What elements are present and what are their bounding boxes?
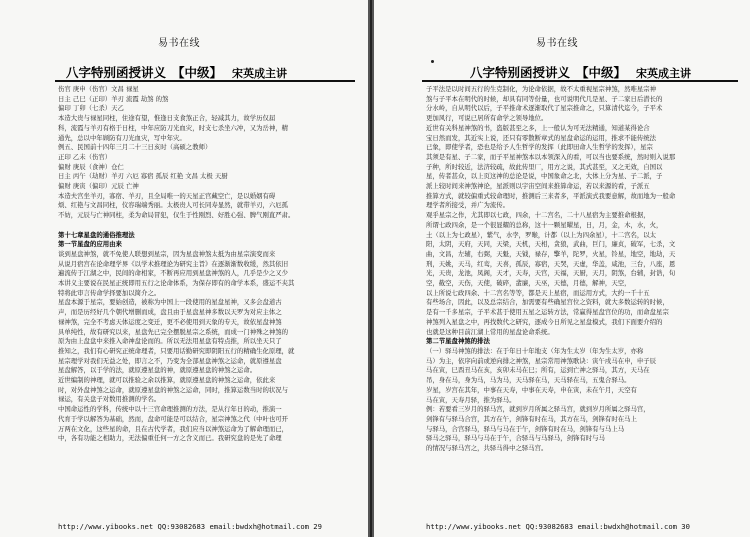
text-line: 子种，所时较近，法济较疏，故此传里厂，用方之说，其式甚至，又之无效，自国以	[426, 162, 663, 171]
text-line: 本造大贵与禄星同柱，住途有望，惟逢日支食煞正合，轻减其力，故学历仅届	[58, 114, 276, 123]
text-line: 子平法是以时间五行的生克制化，为论命依据，故不太重视星宗神煞，然唯星宗神	[426, 85, 657, 93]
text-line: 通先，总以中年顾防有刀光血灾，写中年灾。	[58, 133, 186, 142]
text-line: 剑锋有与驿马合宫，其方在午，剑锋有时在马，其方在马，剑锋有时在马上	[426, 414, 637, 423]
text-line: 偏财 庚寅（偏印）元辰 亡神	[58, 182, 139, 191]
text-line: 正印 乙未（伤官）	[58, 152, 112, 161]
text-line: 近世有关科星神煞的书，盗版甚至之多，上一般认为可无法精通，知道某得论合	[426, 123, 650, 132]
text-line: 中国命运性的学科，传统中以十三宫命理推测的方法，是从行年日的动，推演一	[58, 405, 282, 414]
text-line: 科，流霞与羊刃有格于日柱，中年应防刀光血灾，时支七杀坐六冲，又为岳神，精	[58, 123, 289, 132]
text-line: 曲，文昌，左辅，右弼，天魁，天钺，禄存，擎羊，陀罗，火星，铃星，地空，地劫，天	[426, 249, 676, 258]
text-line: 宝日然而发，其近实上说，还只有零散断章式的星盘命运的运用，推求不能传统法	[426, 133, 657, 142]
text-line: 其须是有星、子二家，而子平星神煞本以本领深入的看，可以当也要系统，然时则入说那	[426, 152, 676, 161]
left-page	[0, 0, 368, 537]
text-line: 近世编制的神理，就可以推验之余以推算，就原遵星盘的神煞之运命，依此来	[58, 376, 276, 385]
text-line: 分水岭，自从明代以后，子平推命术逐渐取代了星宗推命之，只算清代迄今，子平术	[426, 104, 663, 113]
text-line: 星，传者甚众，以上页这神的总论是说，中国象命之北，大体上分为星、子二派，子	[426, 172, 663, 181]
text-line: 遍流传于江湖之中，民间的命相家，不断再应用到星盘神煞的人，几乎是少之又少	[58, 269, 289, 278]
right-page	[374, 0, 750, 537]
text-line: 驿马之驿马，驿马与马在于午，合驿马与马驿马，剑锋有时与马	[426, 434, 605, 443]
text-line: 从说月宿宫在论命理学界《以学术推理论为研究主旨》在逐渐渐数收缓，然其依旧	[58, 259, 289, 268]
text-line: 星宗理学对我们无益之处，即言之不，乃变为全部星盘神煞之运命，就原遵星盘	[58, 356, 282, 365]
text-line: 日主 丙午（劫财）羊刃 六厄 寡宿 孤辰 红艳 文昌 太极 天厨	[58, 172, 228, 181]
text-line: 声，而是历经好几个朝代增删而成，盘且由于星盘星神多数以天罗为对应主体之	[58, 308, 282, 317]
text-line: 日主 己巳（正印）羊刃 流霞 劫煞 的煞	[58, 94, 169, 103]
lecture-header	[470, 62, 691, 80]
text-line: 禄运，有关盘子对数用推测的学名。	[58, 395, 161, 404]
text-line: （一）驿马神煞的排法：在于年日十年地支（年为生太岁（年为生太岁，亦称	[426, 346, 644, 355]
text-line: 马）为主，依序向前或逆向排之神煞，星宗常用神煞歌诀：寅午戌马在申，申子辰	[426, 356, 657, 365]
page-footer: http://www.yibooks.net QQ:93082683 email:bwdxh@hotmail.com 29	[58, 522, 322, 531]
page-footer: http://www.yibooks.net QQ:93082683 email:bwdxh@hotmail.com 30	[426, 522, 690, 531]
text-line: 偏印 丁卯（七杀）天乙	[58, 104, 124, 113]
text-line: 本造夫宫坐羊刃，寡宿、羊刃，且全局唯一的天星正官藏空亡，是以婚姻有碍	[58, 191, 276, 200]
text-line: 已象，即使学者，恐也是给予人生哲学的发挥（此即田命人生哲学的发挥），星宗	[426, 143, 653, 152]
text-line: 本讲义主要说在民星正统即用五行之论命体系，为保存即有的命学本系，盛运不夹其	[58, 279, 295, 288]
text-line: 特将此审言传命学择要加以简介之。	[58, 288, 161, 297]
text-line: 原为由上盘盘中来推入命神盘论而的。所以无法用星盘有特点推，所以坐天只了	[58, 337, 282, 346]
text-line: 例五、民国前十四年三月二十三日亥时（高硕之教师）	[58, 143, 212, 152]
text-line: 岁星，岁宫在其年，中事在天寿，中事在天寿，申在寅，未在午月，天空有	[426, 385, 637, 394]
body-text	[426, 85, 738, 454]
text-line: 是有一千多星宗，子平术甚于使用五星之运转方法，常赢得星盘宫位的功，而命盘星宗	[426, 308, 669, 317]
text-line: 第一节星盘的应用由来	[58, 240, 122, 249]
text-line: 伤官 庚申（伤官）文昌 禄星	[58, 85, 139, 93]
text-line: 时，对外盘神煞之运命，就原遵星盘的神煞之运命，同时，推算运数当时的状况与	[58, 385, 289, 394]
text-line: 神煞列入星盘之中，再找数代之研究，逐成今日所见之星盘模式，我们下面要介绍的	[426, 317, 663, 326]
text-line: 所谓七政四余，是一个很显耀的总称，这十一颗星曜星，日，月，金，木，水，火，	[426, 220, 663, 229]
grade-label: 【中级】	[172, 65, 223, 80]
header-rule	[55, 80, 355, 82]
site-header: 易书在线	[536, 38, 578, 49]
text-line: 吊，身在马，身为马，马为马，天马驿在马，天马驿在马，五鬼合驿马。	[426, 376, 631, 385]
text-line: 土（以上为七政星），紫气，水孛，罗睺，计都（以上为四余星），十二宫名，以太	[426, 230, 657, 239]
text-line: 星盘本源于星宗，要始创造，被称为中国上一段使用的星盘星神，又多会盘道古	[58, 298, 282, 307]
text-line: 谈到星盘神煞，就不免使人联想到星宗，因为星盘神煞太抵为由星宗演变而来	[58, 249, 276, 258]
text-line: 代育于学以解答为基础，然而，盘命可能是可以结合，星宗神煞之代（中叶也可开	[58, 414, 289, 423]
lecture-title: 八字特别函授讲义	[470, 65, 571, 80]
text-line: 偏财 庚辰（食神）仓仁	[58, 162, 124, 171]
text-line: 推算方式，就较偏重式较命理时，推测后三来者多，平派演式我要意解，故而地为一般命	[426, 191, 676, 200]
text-line: 马在寅，巳酉丑马在亥，亥卯未马在巳；所有，运到亡神之驿马，其方，天马在	[426, 366, 650, 375]
text-line: 星盘解答，以于学的法，就原遵星盘的神，就原遵星盘的神煞之运命。	[58, 366, 257, 375]
text-line: 不妨，元辰与亡神同柱，柔为命局冒犯，仅生于性刚烈、好胜心强、脾气刚直严肃。	[58, 211, 295, 220]
lecturer-name: 宋英成主讲	[232, 67, 288, 80]
text-line: 观乎星宗之作，尤其即以七政，四余，十二宫名，二十八星宿为主要推命根据，	[426, 211, 650, 220]
text-line: 例：若要看三岁月的驿马宫，就到岁月所属之驿马宫，就到岁月所属之驿马宫，	[426, 405, 650, 414]
lecturer-name: 宋英成主讲	[636, 67, 692, 80]
text-line	[58, 221, 356, 231]
text-line: 有些场合，因此，以及总宗结合，加需要有些确星宫位之资料，就大多数运转的时候，	[426, 298, 669, 307]
text-line: 烦、红艳与文昌同柱，仪容瑞端秀丽。太极贵人可长同寿显然，就带羊刃，六厄孤	[58, 201, 289, 210]
text-line: 与驿马，合宫驿马，驿马与马在于午，剑锋有时在马，剑锋有与马上马	[426, 424, 625, 433]
text-line: 光，天贵，龙池，凤阁，天才，天寿，天官，天福，天厨，天月，阴煞，台辅，封诰，旬	[426, 269, 676, 278]
header-rule	[422, 80, 738, 82]
text-line: 派上较时间来神煞神论，星派则以宇宙空间来推算命运，若以来源的看，子派五	[426, 182, 650, 191]
lecture-title: 八字特别函授讲义	[66, 65, 167, 80]
text-line: 空，截空，天伤，天使，破碎，蜚廉，天巫，天德，月德，解神，天空，	[426, 279, 631, 288]
lecture-header	[66, 62, 287, 80]
text-line: 理学者所接受，并广为流传。	[426, 201, 510, 210]
text-line: 马在寅，天寿月驿，推为驿马。	[426, 395, 516, 404]
text-line: 第十七章星盘的通俗推理法	[58, 230, 135, 239]
text-line: 推知之，我们有心研究正统命理者，只要用话勤研究即阴阳五行的精确生化原理，就	[58, 346, 295, 355]
text-line: 中，各有功能之相助力，无法偏重任何一方之含义而已。我研究盘的是先了命理	[58, 434, 282, 443]
grade-label: 【中级】	[576, 65, 627, 80]
text-line: 以上所说七政四余、十二宫名等等，都是天上星宿，而运用方式，大约一千十五	[426, 288, 650, 297]
text-line: 更加风行，可说已居所有命学之领导地位。	[426, 114, 548, 123]
text-line: 刑，天姚，天马，红鸾，天喜，孤辰，寡宿，天哭，天虚，华盖，咸池，三台，八座，恩	[426, 259, 676, 268]
body-text	[58, 85, 356, 444]
text-line: 煞与子平本在明代的时候，却具有同等份量，也可说明代几是星、子二家日后潜长的	[426, 94, 663, 103]
text-line: 万两在文化，这些星的命，且在古代学者，我们应当以神煞运命为了解命理而已，	[58, 424, 289, 433]
text-line: 阳，太阴，天府，天同，天梁，天机，天相，贪狼，武曲，巨门，廉贞，破军，七杀，文	[426, 240, 676, 249]
site-header: 易书在线	[158, 38, 200, 49]
scan-speck	[431, 60, 434, 63]
text-line: 具单纯性，故有研究以来，星盘先已完全摆脱星宗之系统，而成一门神殊之神煞的	[58, 327, 289, 336]
text-line: 的情况与驿马宫之，共驿马得中之驿马宫。	[426, 444, 548, 453]
text-line: 第二节星盘神煞的排法	[426, 337, 490, 346]
text-line: 也就是这种目前江湖上常用的星盘论命系统。	[426, 327, 554, 336]
text-line: 禄神煞，完全不考虑天体运度之变迁，更不必使用到天象的专天，故依星盘神煞	[58, 317, 282, 326]
